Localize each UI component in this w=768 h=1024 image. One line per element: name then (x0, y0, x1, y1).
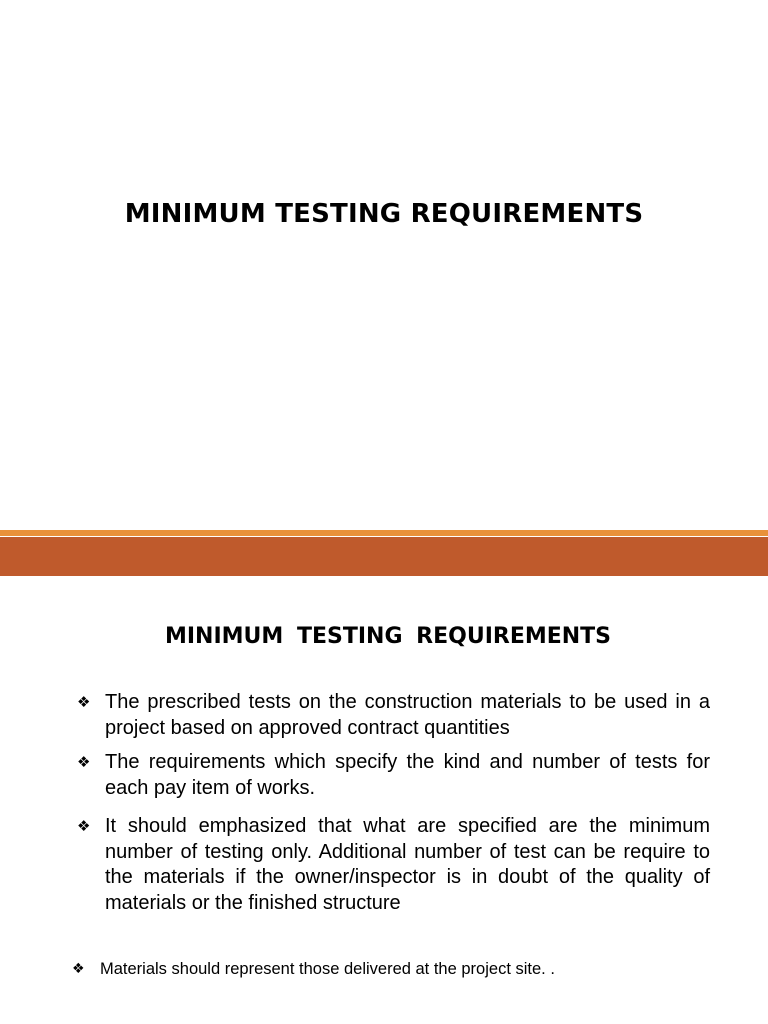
slide-divider-band (0, 530, 768, 576)
bullet-text-4: Materials should represent those delivered at the project site. . (100, 960, 555, 978)
bullet-text-2: The requirements which specify the kind and number of tests for each pay item of works. (105, 751, 710, 799)
bullet-text-3: It should emphasized that what are specified are the minimum number of testing only. Additional number of test can be require to the materials if the owner/inspector is in doubt of the quality of materials or the finished structure (105, 815, 710, 914)
slide-2-title: MINIMUM TESTING REQUIREMENTS (164, 624, 612, 649)
bullet-item-1 (77, 690, 710, 741)
divider-rust-band (0, 537, 768, 576)
diamond-bullet-icon: ❖ (77, 817, 91, 835)
diamond-bullet-icon: ❖ (77, 693, 91, 711)
bullet-item-2 (77, 750, 710, 801)
slide-content-page (0, 576, 768, 1024)
slide-1-title: MINIMUM TESTING REQUIREMENTS (124, 199, 644, 229)
diamond-bullet-icon: ❖ (77, 753, 91, 771)
bullet-item-4 (72, 957, 740, 983)
bullet-text-1: The prescribed tests on the construction materials to be used in a project based on approved contract quantities (105, 691, 710, 739)
bullet-item-3 (77, 814, 710, 916)
divider-orange-stripe (0, 530, 768, 536)
diamond-bullet-icon: ❖ (72, 961, 85, 977)
